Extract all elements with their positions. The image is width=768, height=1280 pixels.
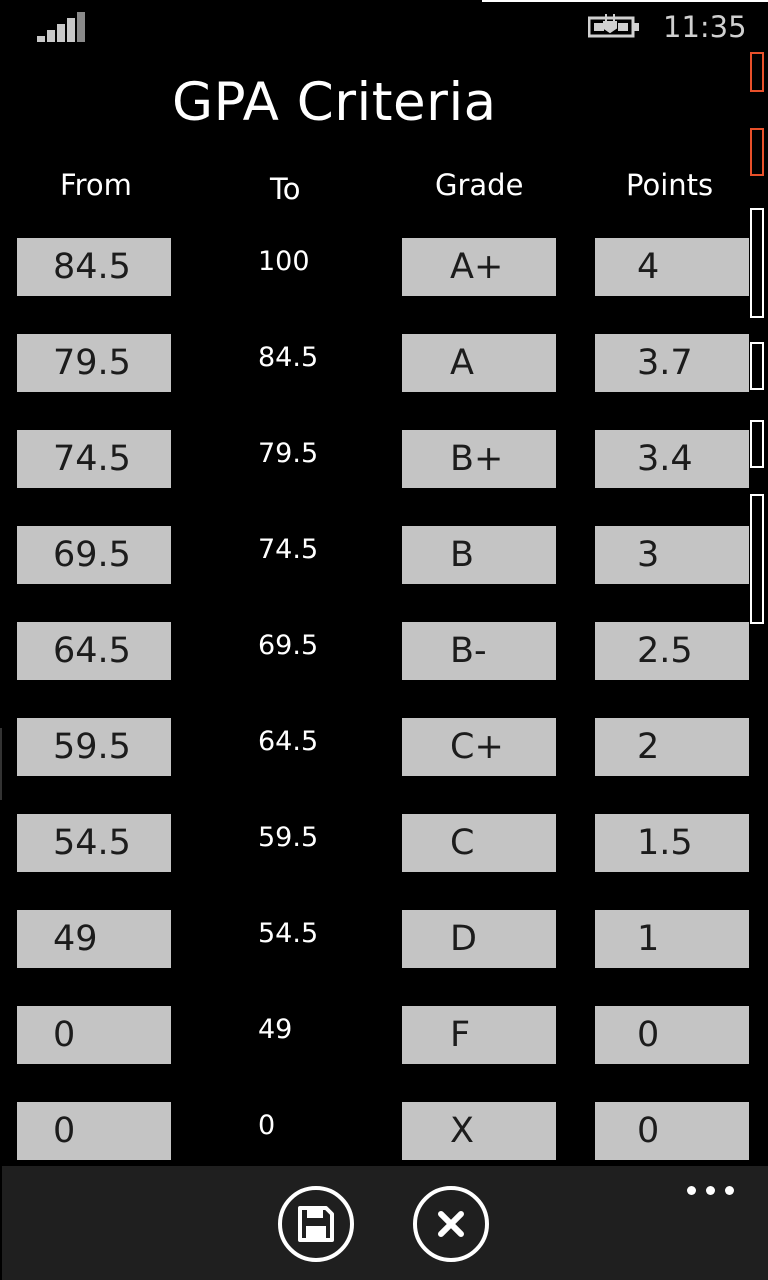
to-value: 54.5 [258, 918, 319, 949]
to-value: 0 [258, 1110, 276, 1141]
to-value: 64.5 [258, 726, 319, 757]
to-value: 100 [258, 246, 310, 277]
grade-input[interactable]: D [402, 910, 556, 968]
grade-input[interactable]: A+ [402, 238, 556, 296]
battery-charging-icon [588, 14, 640, 40]
left-edge [0, 728, 2, 800]
table-row [0, 526, 768, 584]
table-row [0, 334, 768, 392]
table-row [0, 1006, 768, 1064]
save-icon [282, 1190, 350, 1258]
from-input[interactable]: 59.5 [17, 718, 171, 776]
points-input[interactable]: 1.5 [595, 814, 749, 872]
grade-input[interactable]: A [402, 334, 556, 392]
points-input[interactable]: 1 [595, 910, 749, 968]
table-row [0, 910, 768, 968]
cancel-button[interactable] [413, 1186, 489, 1262]
table-row [0, 238, 768, 296]
from-input[interactable]: 84.5 [17, 238, 171, 296]
points-input[interactable]: 3.7 [595, 334, 749, 392]
status-bar [0, 0, 768, 52]
points-input[interactable]: 4 [595, 238, 749, 296]
table-row [0, 622, 768, 680]
from-input[interactable]: 74.5 [17, 430, 171, 488]
to-value: 69.5 [258, 630, 319, 661]
header-to: To [270, 172, 301, 206]
grade-input[interactable]: X [402, 1102, 556, 1160]
table-row [0, 718, 768, 776]
grade-input[interactable]: B+ [402, 430, 556, 488]
points-input[interactable]: 0 [595, 1102, 749, 1160]
to-value: 79.5 [258, 438, 319, 469]
grade-input[interactable]: C+ [402, 718, 556, 776]
more-icon[interactable] [684, 1176, 738, 1206]
points-input[interactable]: 3 [595, 526, 749, 584]
from-input[interactable]: 0 [17, 1006, 171, 1064]
save-button[interactable] [278, 1186, 354, 1262]
table-row [0, 814, 768, 872]
to-value: 49 [258, 1014, 293, 1045]
to-value: 59.5 [258, 822, 319, 853]
table-row [0, 1102, 768, 1160]
header-grade: Grade [435, 168, 524, 202]
points-input[interactable]: 3.4 [595, 430, 749, 488]
to-value: 74.5 [258, 534, 319, 565]
grade-input[interactable]: B- [402, 622, 556, 680]
frame-rate-counter [748, 52, 768, 632]
from-input[interactable]: 49 [17, 910, 171, 968]
grade-input[interactable]: C [402, 814, 556, 872]
header-points: Points [626, 168, 714, 202]
from-input[interactable]: 79.5 [17, 334, 171, 392]
from-input[interactable]: 64.5 [17, 622, 171, 680]
header-from: From [60, 168, 132, 202]
points-input[interactable]: 0 [595, 1006, 749, 1064]
app-bar [2, 1166, 768, 1280]
points-input[interactable]: 2.5 [595, 622, 749, 680]
from-input[interactable]: 69.5 [17, 526, 171, 584]
page-title: GPA Criteria [172, 72, 497, 133]
grade-input[interactable]: F [402, 1006, 556, 1064]
grade-input[interactable]: B [402, 526, 556, 584]
signal-bars-icon [37, 12, 85, 42]
from-input[interactable]: 0 [17, 1102, 171, 1160]
close-icon [417, 1190, 485, 1258]
table-row [0, 430, 768, 488]
to-value: 84.5 [258, 342, 319, 373]
points-input[interactable]: 2 [595, 718, 749, 776]
from-input[interactable]: 54.5 [17, 814, 171, 872]
status-time: 11:35 [663, 10, 747, 44]
